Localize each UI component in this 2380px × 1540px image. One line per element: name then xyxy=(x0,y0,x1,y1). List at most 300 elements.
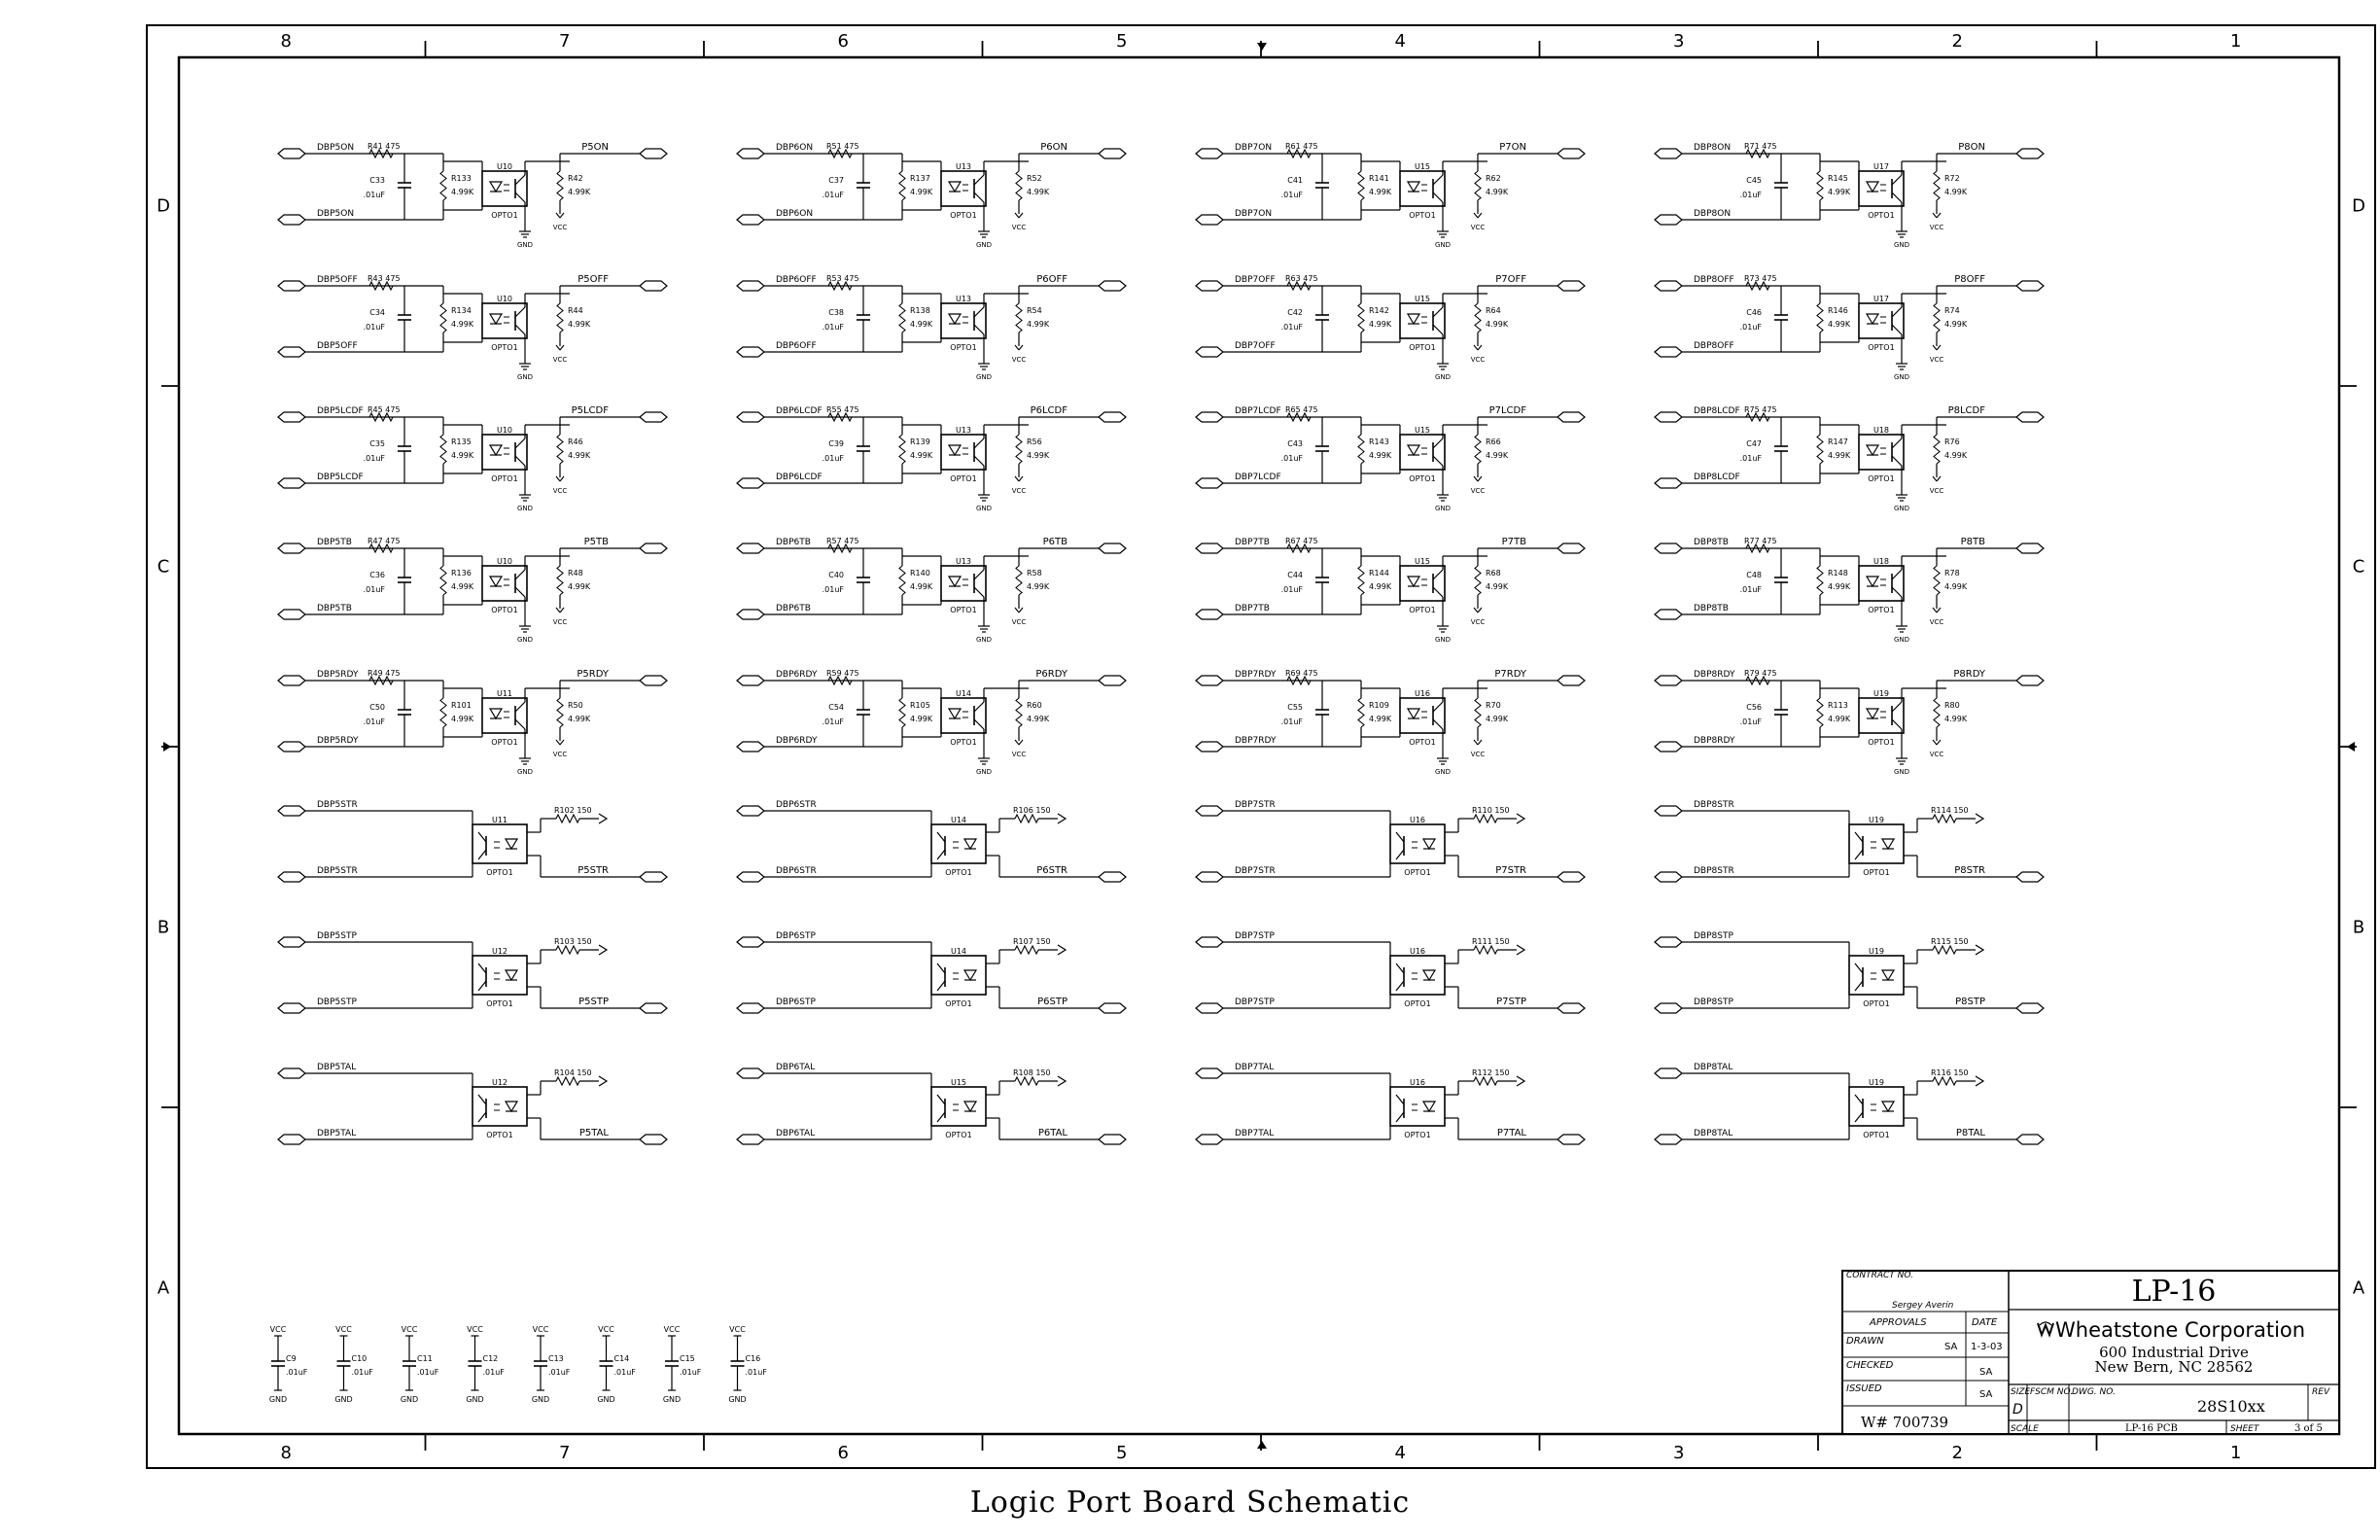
ground-label: GND xyxy=(975,505,993,512)
optocoupler-type: OPTO1 xyxy=(945,999,972,1008)
pullup-resistor-value: 4.99K xyxy=(568,320,591,329)
output-net-label: P6TB xyxy=(1042,537,1068,547)
optocoupler-type: OPTO1 xyxy=(945,1131,972,1139)
light-arrow-icon xyxy=(1880,448,1886,454)
input-connector xyxy=(737,1135,764,1144)
light-arrow-icon xyxy=(1421,317,1427,323)
optocoupler-ref: U16 xyxy=(1409,947,1426,956)
ground-label: GND xyxy=(662,1395,682,1404)
off-page-arrow-icon xyxy=(1058,1076,1066,1086)
output-connector xyxy=(1099,676,1126,685)
led-diode-icon xyxy=(964,839,976,849)
pullup-resistor xyxy=(557,698,563,727)
shunt-resistor-ref: R101 xyxy=(451,701,472,710)
pullup-resistor-ref: R46 xyxy=(568,438,583,446)
capacitor-ref: C39 xyxy=(828,439,844,448)
zone-column-bottom: 5 xyxy=(1116,1443,1128,1463)
series-resistor xyxy=(369,544,393,552)
series-resistor-label: R61 475 xyxy=(1285,142,1318,151)
vcc-label: VCC xyxy=(1929,356,1944,364)
resistor-label: R115 150 xyxy=(1931,937,1969,946)
optocoupler-type: OPTO1 xyxy=(1868,606,1895,614)
shunt-resistor-ref: R143 xyxy=(1369,438,1389,446)
input-connector xyxy=(278,1135,305,1144)
input-connector xyxy=(1655,610,1682,619)
shunt-resistor-ref: R133 xyxy=(451,174,472,183)
led-diode-icon xyxy=(1408,577,1419,586)
vcc-label: VCC xyxy=(663,1325,681,1334)
pullup-resistor-ref: R72 xyxy=(1944,174,1960,183)
input-connector xyxy=(278,742,305,752)
input-connector xyxy=(1196,412,1223,422)
output-net-label: P5TB xyxy=(583,537,609,547)
checked-label: CHECKED xyxy=(1846,1360,1894,1371)
output-connector xyxy=(1099,543,1126,553)
opto-output-circuit xyxy=(1655,800,2044,882)
output-connector xyxy=(1099,149,1126,158)
capacitor-value: .01uF xyxy=(745,1368,767,1377)
pullup-resistor-value: 4.99K xyxy=(568,188,591,196)
fscm-label: FSCM NO. xyxy=(2030,1387,2074,1397)
input-connector xyxy=(1655,412,1682,422)
center-mark-top-icon xyxy=(1257,43,1267,51)
ground-label: GND xyxy=(975,768,993,776)
input-net-label: DBP5STP xyxy=(317,998,357,1007)
ground-label: GND xyxy=(1893,505,1910,512)
capacitor-ref: C46 xyxy=(1746,308,1762,317)
series-resistor xyxy=(1287,544,1311,552)
optocoupler-package xyxy=(1390,824,1445,863)
zone-column-bottom: 8 xyxy=(280,1443,292,1463)
optocoupler-type: OPTO1 xyxy=(1409,474,1436,483)
pullup-resistor-value: 4.99K xyxy=(1944,715,1968,723)
capacitor-value: .01uF xyxy=(1280,454,1303,463)
series-resistor-label: R59 475 xyxy=(826,669,859,678)
drawn-label: DRAWN xyxy=(1846,1336,1884,1347)
scale-label: SCALE xyxy=(2011,1424,2039,1434)
pullup-resistor xyxy=(1475,698,1481,727)
capacitor-ref: C36 xyxy=(369,571,385,579)
optocoupler-ref: U17 xyxy=(1872,162,1890,171)
ground-label: GND xyxy=(1893,241,1910,249)
resistor-label: R103 150 xyxy=(554,937,592,946)
shunt-resistor xyxy=(899,303,905,332)
input-net-label: DBP8ON xyxy=(1694,143,1732,153)
vcc-label: VCC xyxy=(1470,224,1486,231)
input-connector xyxy=(278,347,305,357)
ground-label: GND xyxy=(1893,636,1910,644)
opto-output-circuit xyxy=(737,1063,1126,1144)
circuit-area xyxy=(278,142,2044,1144)
led-diode-icon xyxy=(1408,182,1419,192)
capacitor-value: .01uF xyxy=(363,585,385,594)
optocoupler-package xyxy=(1400,566,1445,601)
output-net-label: P8TB xyxy=(1960,537,1985,547)
current-limit-resistor xyxy=(1474,946,1497,954)
optocoupler-package xyxy=(1859,566,1904,601)
bypass-capacitor xyxy=(597,1325,636,1404)
port-8-group xyxy=(1655,142,2044,1144)
input-net-label: DBP6OFF xyxy=(776,341,817,351)
shunt-resistor-ref: R140 xyxy=(910,569,930,578)
led-diode-icon xyxy=(1408,314,1419,324)
capacitor-value: .01uF xyxy=(822,454,844,463)
series-resistor xyxy=(369,413,393,421)
filter-capacitor xyxy=(1774,446,1788,451)
ground-label: GND xyxy=(1434,373,1452,381)
current-limit-resistor xyxy=(1933,946,1956,954)
input-net-label: DBP6RDY xyxy=(776,670,818,680)
output-connector xyxy=(640,543,667,553)
resistor-label: R106 150 xyxy=(1013,806,1051,815)
opto-receiver-circuit xyxy=(1196,142,1585,249)
capacitor-value: .01uF xyxy=(363,323,385,332)
ground-label: GND xyxy=(268,1395,288,1404)
pullup-resistor xyxy=(1934,435,1940,464)
input-connector xyxy=(737,806,764,816)
input-net-label: DBP7OFF xyxy=(1235,275,1276,285)
optocoupler-package xyxy=(1859,698,1904,733)
filter-capacitor xyxy=(398,183,411,188)
resistor-label: R102 150 xyxy=(554,806,592,815)
opto-output-circuit xyxy=(278,800,667,882)
pullup-resistor-ref: R48 xyxy=(568,569,583,578)
output-net-label: P7LCDF xyxy=(1488,405,1526,416)
optocoupler-type: OPTO1 xyxy=(486,868,513,877)
output-net-label: P7TB xyxy=(1501,537,1526,547)
input-connector xyxy=(278,412,305,422)
capacitor-value: .01uF xyxy=(1280,718,1303,726)
input-connector xyxy=(278,1068,305,1078)
pullup-resistor xyxy=(1016,171,1022,200)
shunt-resistor-value: 4.99K xyxy=(451,715,474,723)
input-net-label: DBP8LCDF xyxy=(1694,406,1740,416)
input-net-label: DBP7STR xyxy=(1235,800,1276,810)
input-connector xyxy=(1655,478,1682,488)
filter-capacitor xyxy=(1774,315,1788,320)
shunt-resistor-ref: R136 xyxy=(451,569,472,578)
input-net-label: DBP7LCDF xyxy=(1235,406,1281,416)
optocoupler-package xyxy=(1849,1087,1904,1126)
issued-label: ISSUED xyxy=(1846,1383,1882,1394)
input-connector xyxy=(1196,149,1223,158)
zone-column-top: 8 xyxy=(280,31,292,52)
input-net-label: DBP8TAL xyxy=(1694,1129,1733,1138)
optocoupler-package xyxy=(941,303,986,338)
output-net-label: P6RDY xyxy=(1035,669,1068,680)
shunt-resistor-ref: R138 xyxy=(910,306,930,315)
shunt-resistor-ref: R144 xyxy=(1369,569,1389,578)
shunt-resistor-value: 4.99K xyxy=(910,582,933,591)
vcc-label: VCC xyxy=(552,487,568,495)
optocoupler-ref: U10 xyxy=(496,295,513,303)
series-resistor xyxy=(369,150,393,158)
optocoupler-package xyxy=(1390,956,1445,995)
output-connector xyxy=(1099,1003,1126,1013)
optocoupler-package xyxy=(1859,171,1904,206)
series-resistor-label: R73 475 xyxy=(1744,274,1777,283)
light-arrow-icon xyxy=(504,712,509,718)
output-net-label: P5STR xyxy=(578,865,609,876)
opto-receiver-circuit xyxy=(737,669,1126,776)
zone-column-bottom: 7 xyxy=(559,1443,571,1463)
input-connector xyxy=(1196,215,1223,225)
bypass-capacitor xyxy=(728,1325,767,1404)
optocoupler-package xyxy=(931,1087,986,1126)
input-connector xyxy=(1196,872,1223,882)
shunt-resistor-value: 4.99K xyxy=(451,320,474,329)
series-resistor xyxy=(828,544,852,552)
optocoupler-package xyxy=(1859,303,1904,338)
input-connector xyxy=(1196,543,1223,553)
title-block xyxy=(1842,1271,2339,1434)
current-limit-resistor xyxy=(1015,815,1038,822)
opto-receiver-circuit xyxy=(737,405,1126,512)
sheet-label: SHEET xyxy=(2230,1424,2259,1434)
pullup-resistor xyxy=(1016,435,1022,464)
led-diode-icon xyxy=(1882,970,1894,980)
vcc-label: VCC xyxy=(1470,618,1486,626)
shunt-resistor-value: 4.99K xyxy=(451,582,474,591)
light-arrow-icon xyxy=(1880,579,1886,585)
output-net-label: P7STR xyxy=(1495,865,1526,876)
pullup-resistor xyxy=(557,566,563,595)
optocoupler-package xyxy=(1400,698,1445,733)
output-net-label: P7ON xyxy=(1499,142,1526,153)
optocoupler-type: OPTO1 xyxy=(950,211,977,220)
off-page-arrow-icon xyxy=(1517,1076,1524,1086)
ground-label: GND xyxy=(1893,768,1910,776)
ground-icon xyxy=(978,231,990,237)
input-net-label: DBP6STP xyxy=(776,998,816,1007)
output-connector xyxy=(2016,543,2044,553)
optocoupler-package xyxy=(472,956,527,995)
led-diode-icon xyxy=(964,970,976,980)
optocoupler-type: OPTO1 xyxy=(950,738,977,747)
zone-row-left: D xyxy=(157,195,170,217)
capacitor-ref: C54 xyxy=(828,703,844,712)
optocoupler-type: OPTO1 xyxy=(950,343,977,352)
ground-label: GND xyxy=(516,636,534,644)
output-connector xyxy=(1099,412,1126,422)
opto-output-circuit xyxy=(278,1063,667,1144)
bypass-capacitor xyxy=(401,1325,439,1404)
shunt-resistor-ref: R113 xyxy=(1828,701,1848,710)
capacitor-value: .01uF xyxy=(482,1368,505,1377)
resistor-label: R111 150 xyxy=(1472,937,1510,946)
opto-output-circuit xyxy=(1196,800,1585,882)
output-connector xyxy=(1099,872,1126,882)
zone-column-top: 3 xyxy=(1673,31,1685,52)
input-connector xyxy=(278,1003,305,1013)
off-page-arrow-icon xyxy=(1517,814,1524,823)
pullup-resistor-ref: R62 xyxy=(1486,174,1501,183)
opto-output-circuit xyxy=(278,931,667,1013)
output-connector xyxy=(2016,412,2044,422)
capacitor-value: .01uF xyxy=(363,454,385,463)
shunt-resistor-ref: R146 xyxy=(1828,306,1848,315)
input-connector xyxy=(737,543,764,553)
output-connector xyxy=(640,412,667,422)
vcc-label: VCC xyxy=(552,751,568,758)
input-net-label: DBP7LCDF xyxy=(1235,472,1281,482)
opto-receiver-circuit xyxy=(278,405,667,512)
capacitor-ref: C16 xyxy=(745,1354,761,1363)
vcc-label: VCC xyxy=(552,618,568,626)
optocoupler-package xyxy=(482,171,527,206)
ground-label: GND xyxy=(728,1395,747,1404)
shunt-resistor xyxy=(1817,435,1823,464)
capacitor-ref: C42 xyxy=(1287,308,1303,317)
output-connector xyxy=(1558,676,1585,685)
ground-icon xyxy=(1896,758,1908,764)
output-net-label: P7TAL xyxy=(1496,1128,1526,1138)
shunt-resistor-ref: R139 xyxy=(910,438,930,446)
optocoupler-ref: U13 xyxy=(955,426,972,435)
input-net-label: DBP8TAL xyxy=(1694,1063,1733,1072)
vcc-label: VCC xyxy=(269,1325,287,1334)
pullup-resistor-ref: R74 xyxy=(1944,306,1960,315)
dwg-label: DWG. NO. xyxy=(2072,1387,2116,1397)
led-diode-icon xyxy=(1867,445,1878,455)
current-limit-resistor xyxy=(1015,946,1038,954)
ground-icon xyxy=(1437,495,1449,501)
input-net-label: DBP6TB xyxy=(776,538,811,547)
output-connector xyxy=(1558,1135,1585,1144)
output-net-label: P5LCDF xyxy=(571,405,609,416)
ground-icon xyxy=(1437,364,1449,369)
pullup-resistor-value: 4.99K xyxy=(1027,451,1050,460)
capacitor-value: .01uF xyxy=(1280,585,1303,594)
filter-capacitor xyxy=(1315,315,1329,320)
input-net-label: DBP7RDY xyxy=(1235,736,1277,746)
input-net-label: DBP8OFF xyxy=(1694,341,1734,351)
pullup-resistor-ref: R60 xyxy=(1027,701,1042,710)
shunt-resistor-value: 4.99K xyxy=(910,715,933,723)
capacitor-ref: C10 xyxy=(351,1354,368,1363)
input-connector xyxy=(737,937,764,947)
capacitor-value: .01uF xyxy=(822,585,844,594)
zone-column-top: 2 xyxy=(1951,31,1963,52)
capacitor-symbol xyxy=(337,1361,351,1366)
filter-capacitor xyxy=(857,710,870,715)
input-net-label: DBP6TAL xyxy=(776,1063,816,1072)
optocoupler-type: OPTO1 xyxy=(1863,1131,1890,1139)
capacitor-symbol xyxy=(271,1361,285,1366)
ground-icon xyxy=(978,626,990,632)
output-connector xyxy=(2016,1135,2044,1144)
capacitor-ref: C35 xyxy=(369,439,385,448)
filter-capacitor xyxy=(1774,710,1788,715)
output-net-label: P6STP xyxy=(1037,997,1068,1007)
pullup-resistor-ref: R76 xyxy=(1944,438,1960,446)
capacitor-value: .01uF xyxy=(363,191,385,199)
vcc-label: VCC xyxy=(467,1325,483,1334)
ground-label: GND xyxy=(531,1395,550,1404)
input-net-label: DBP8LCDF xyxy=(1694,472,1740,482)
pullup-resistor-ref: R78 xyxy=(1944,569,1960,578)
opto-receiver-circuit xyxy=(1655,405,2044,512)
light-arrow-icon xyxy=(494,842,500,848)
filter-capacitor xyxy=(398,315,411,320)
filter-capacitor xyxy=(398,578,411,582)
pullup-resistor xyxy=(557,435,563,464)
pullup-resistor-ref: R52 xyxy=(1027,174,1042,183)
off-page-arrow-icon xyxy=(599,1076,607,1086)
ground-label: GND xyxy=(516,373,534,381)
capacitor-value: .01uF xyxy=(822,718,844,726)
opto-receiver-circuit xyxy=(1655,274,2044,381)
zone-row-right: B xyxy=(2352,917,2365,938)
optocoupler-type: OPTO1 xyxy=(1868,474,1895,483)
output-connector xyxy=(640,281,667,291)
input-net-label: DBP6TB xyxy=(776,604,811,613)
shunt-resistor xyxy=(440,435,446,464)
series-resistor xyxy=(369,677,393,684)
input-connector xyxy=(278,543,305,553)
series-resistor-label: R79 475 xyxy=(1744,669,1777,678)
pullup-resistor-value: 4.99K xyxy=(1027,188,1050,196)
zone-column-top: 4 xyxy=(1394,31,1406,52)
shunt-resistor-value: 4.99K xyxy=(1369,451,1392,460)
input-net-label: DBP7ON xyxy=(1235,209,1273,219)
zone-row-right: C xyxy=(2352,556,2365,578)
optocoupler-ref: U12 xyxy=(491,947,508,956)
capacitor-ref: C12 xyxy=(482,1354,499,1363)
light-arrow-icon xyxy=(953,1104,959,1110)
led-diode-icon xyxy=(490,314,502,324)
pullup-resistor-value: 4.99K xyxy=(1027,320,1050,329)
shunt-resistor-ref: R105 xyxy=(910,701,930,710)
input-connector xyxy=(1655,215,1682,225)
input-connector xyxy=(1196,281,1223,291)
optocoupler-type: OPTO1 xyxy=(1863,999,1890,1008)
capacitor-value: .01uF xyxy=(351,1368,373,1377)
input-connector xyxy=(1655,676,1682,685)
pullup-resistor xyxy=(1934,171,1940,200)
shunt-resistor-ref: R147 xyxy=(1828,438,1848,446)
opto-receiver-circuit xyxy=(1196,274,1585,381)
pullup-resistor-value: 4.99K xyxy=(568,715,591,723)
pullup-resistor-ref: R54 xyxy=(1027,306,1042,315)
filter-capacitor xyxy=(1315,578,1329,582)
ground-icon xyxy=(519,495,531,501)
optocoupler-type: OPTO1 xyxy=(486,1131,513,1139)
opto-receiver-circuit xyxy=(1196,669,1585,776)
output-net-label: P5OFF xyxy=(578,274,609,285)
shunt-resistor xyxy=(1817,303,1823,332)
optocoupler-ref: U14 xyxy=(950,816,967,824)
output-net-label: P5TAL xyxy=(578,1128,609,1138)
light-arrow-icon xyxy=(1871,1104,1876,1110)
ground-label: GND xyxy=(1893,373,1910,381)
optocoupler-ref: U19 xyxy=(1868,816,1885,824)
ground-icon xyxy=(1896,626,1908,632)
optocoupler-package xyxy=(941,171,986,206)
input-connector xyxy=(1655,543,1682,553)
shunt-resistor xyxy=(1358,698,1364,727)
input-net-label: DBP5LCDF xyxy=(317,472,364,482)
opto-receiver-circuit xyxy=(1655,669,2044,776)
led-diode-icon xyxy=(1408,445,1419,455)
series-resistor-label: R63 475 xyxy=(1285,274,1318,283)
shunt-resistor xyxy=(1358,566,1364,595)
shunt-resistor-ref: R134 xyxy=(451,306,472,315)
ground-icon xyxy=(519,758,531,764)
capacitor-value: .01uF xyxy=(1739,585,1762,594)
optocoupler-package xyxy=(1400,171,1445,206)
optocoupler-ref: U10 xyxy=(496,162,513,171)
